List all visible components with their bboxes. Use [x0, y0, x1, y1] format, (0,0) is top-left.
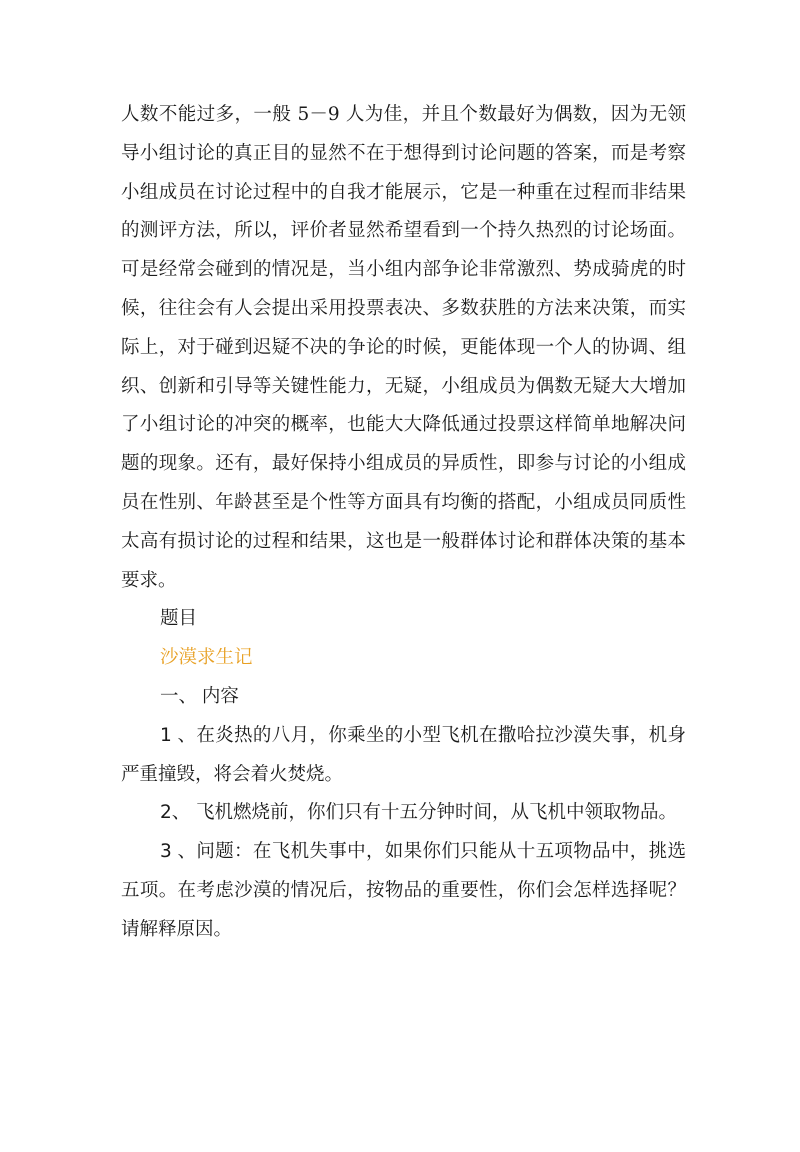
item-first-line [121, 794, 686, 833]
paragraph-line: 织、创新和引导等关键性能力，无疑，小组成员为偶数无疑大大增加 [121, 375, 686, 397]
paragraph-line: 小组成员在讨论过程中的自我才能展示，它是一种重在过程而非结果 [121, 181, 686, 203]
item-first-line [121, 717, 686, 756]
item-line: 请解释原因。 [121, 918, 233, 940]
paragraph-line: 的测评方法，所以，评价者显然希望看到一个持久热烈的讨论场面。 [121, 220, 686, 242]
paragraph-line: 候，往往会有人会提出采用投票表决、多数获胜的方法来决策，而实 [121, 297, 686, 319]
heading-number: 一、 [160, 685, 198, 707]
paragraph-line: 太高有损讨论的过程和结果，这也是一般群体讨论和群体决策的基本 [121, 530, 686, 552]
item-line: 五项。在考虑沙漠的情况后，按物品的重要性，你们会怎样选择呢？ [121, 879, 686, 901]
paragraph-line: 导小组讨论的真正目的显然不在于想得到讨论问题的答案，而是考察 [121, 142, 686, 164]
item-line: 严重撞毁，将会着火焚烧。 [121, 763, 344, 785]
list-item [121, 833, 686, 949]
item-number: 2、 [160, 802, 191, 824]
section-label: 题目 [160, 608, 198, 630]
paragraph-line: 际上，对于碰到迟疑不决的争论的时候，更能体现一个人的协调、组 [121, 336, 686, 358]
document-body [121, 96, 686, 950]
item-number: 1、 [160, 724, 196, 746]
item-text: 问题：在飞机失事中，如果你们只能从十五项物品中，挑选 [196, 841, 686, 863]
body-paragraph [121, 96, 686, 600]
list-item [121, 717, 686, 795]
item-text: 在炎热的八月，你乘坐的小型飞机在撒哈拉沙漠失事，机身 [196, 724, 686, 746]
paragraph-line: 了小组讨论的冲突的概率，也能大大降低通过投票这样简单地解决问 [121, 414, 686, 436]
list-item [121, 794, 686, 833]
content-heading [121, 678, 686, 717]
item-number: 3、 [160, 841, 196, 863]
paragraph-line: 要求。 [121, 569, 177, 591]
heading-label: 内容 [201, 685, 239, 707]
paragraph-line: 题的现象。还有，最好保持小组成员的异质性，即参与讨论的小组成 [121, 453, 686, 475]
item-text: 飞机燃烧前，你们只有十五分钟时间，从飞机中领取物品。 [196, 802, 678, 824]
paragraph-line: 员在性别、年龄甚至是个性等方面具有均衡的搭配，小组成员同质性 [121, 491, 686, 513]
paragraph-line: 可是经常会碰到的情况是，当小组内部争论非常激烈、势成骑虎的时 [121, 259, 686, 281]
item-first-line [121, 833, 686, 872]
paragraph-line: 人数不能过多，一般 5－9 人为佳，并且个数最好为偶数，因为无领 [121, 104, 686, 125]
game-title: 沙漠求生记 [160, 647, 253, 669]
